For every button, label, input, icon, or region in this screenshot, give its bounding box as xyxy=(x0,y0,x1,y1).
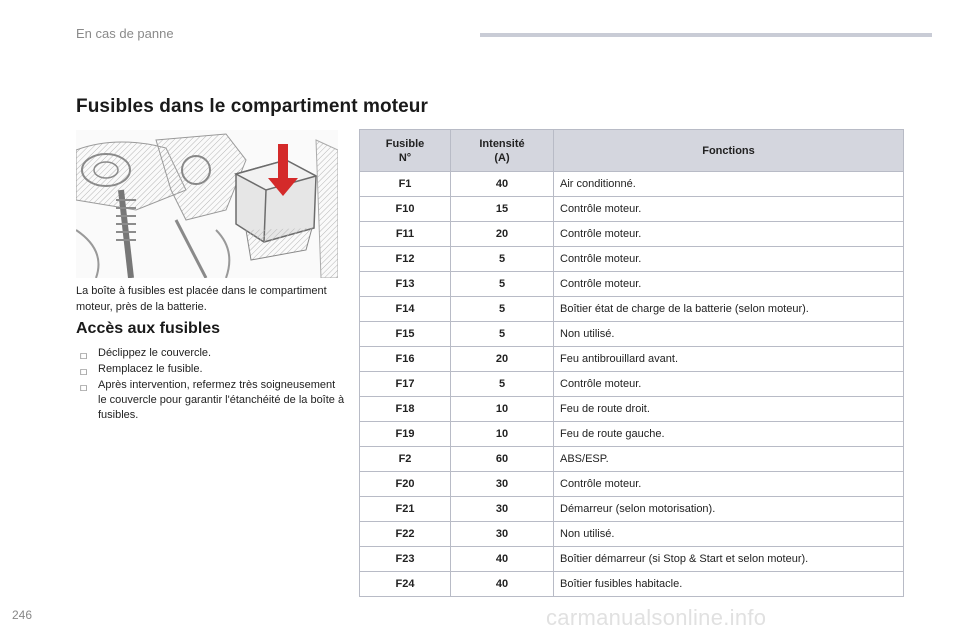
function-cell: Feu de route gauche. xyxy=(554,422,904,447)
table-row xyxy=(360,572,904,597)
function-cell: Contrôle moteur. xyxy=(554,372,904,397)
table-row xyxy=(360,547,904,572)
step-text: Remplacez le fusible. xyxy=(98,363,203,375)
intensity-cell: 30 xyxy=(451,497,554,522)
fuse-number-cell: F16 xyxy=(360,347,451,372)
fusebox-location-caption: La boîte à fusibles est placée dans le compartiment moteur, près de la batterie. xyxy=(76,285,327,313)
intensity-cell: 40 xyxy=(451,547,554,572)
intensity-cell: 5 xyxy=(451,297,554,322)
function-cell: Feu de route droit. xyxy=(554,397,904,422)
intensity-cell: 20 xyxy=(451,347,554,372)
function-cell: Boîtier fusibles habitacle. xyxy=(554,572,904,597)
fuse-number-cell: F24 xyxy=(360,572,451,597)
function-cell: Air conditionné. xyxy=(554,172,904,197)
fuse-number-cell: F20 xyxy=(360,472,451,497)
page-title: Fusibles dans le compartiment moteur xyxy=(76,96,429,117)
column-header-functions: Fonctions xyxy=(554,130,904,172)
header-accent-bar xyxy=(480,33,932,37)
fuse-number-cell: F18 xyxy=(360,397,451,422)
fuse-number-cell: F11 xyxy=(360,222,451,247)
function-cell: Contrôle moteur. xyxy=(554,222,904,247)
table-row xyxy=(360,272,904,297)
table-row xyxy=(360,522,904,547)
table-row xyxy=(360,247,904,272)
engine-illustration xyxy=(76,130,338,278)
checkbox-bullet-icon: ☐ xyxy=(80,384,88,393)
table-row xyxy=(360,322,904,347)
table-row xyxy=(360,172,904,197)
list-item xyxy=(76,362,346,377)
fuse-number-cell: F13 xyxy=(360,272,451,297)
function-cell: Boîtier état de charge de la batterie (selon moteur). xyxy=(554,297,904,322)
column-header-fuse: Fusible N° xyxy=(360,130,451,172)
fuse-number-cell: F17 xyxy=(360,372,451,397)
table-row xyxy=(360,497,904,522)
fuse-number-cell: F12 xyxy=(360,247,451,272)
fuse-number-cell: F23 xyxy=(360,547,451,572)
table-row xyxy=(360,397,904,422)
function-cell: Feu antibrouillard avant. xyxy=(554,347,904,372)
intensity-cell: 20 xyxy=(451,222,554,247)
table-row xyxy=(360,222,904,247)
fuse-number-cell: F1 xyxy=(360,172,451,197)
fuse-number-cell: F15 xyxy=(360,322,451,347)
fuse-access-steps xyxy=(76,346,346,424)
function-cell: Contrôle moteur. xyxy=(554,472,904,497)
function-cell: Contrôle moteur. xyxy=(554,272,904,297)
fuse-access-heading: Accès aux fusibles xyxy=(76,320,221,337)
step-text: Après intervention, refermez très soigneusement le couvercle pour garantir l'étanchéité de la boîte à fusibles. xyxy=(98,379,345,421)
function-cell: Contrôle moteur. xyxy=(554,247,904,272)
fuse-number-cell: F2 xyxy=(360,447,451,472)
function-cell: Démarreur (selon motorisation). xyxy=(554,497,904,522)
table-row xyxy=(360,447,904,472)
section-header: En cas de panne xyxy=(76,26,174,41)
fuse-number-cell: F14 xyxy=(360,297,451,322)
fuse-number-cell: F10 xyxy=(360,197,451,222)
fuse-number-cell: F19 xyxy=(360,422,451,447)
fuse-table xyxy=(359,129,904,597)
function-cell: Contrôle moteur. xyxy=(554,197,904,222)
intensity-cell: 10 xyxy=(451,422,554,447)
engine-fusebox-photo xyxy=(76,130,338,278)
intensity-cell: 5 xyxy=(451,272,554,297)
column-header-intensity: Intensité (A) xyxy=(451,130,554,172)
table-row xyxy=(360,422,904,447)
table-row xyxy=(360,347,904,372)
intensity-cell: 40 xyxy=(451,572,554,597)
checkbox-bullet-icon: ☐ xyxy=(80,368,88,377)
intensity-cell: 5 xyxy=(451,372,554,397)
function-cell: Boîtier démarreur (si Stop & Start et selon moteur). xyxy=(554,547,904,572)
intensity-cell: 5 xyxy=(451,322,554,347)
page-number: 246 xyxy=(12,608,33,622)
list-item xyxy=(76,346,346,361)
table-row xyxy=(360,297,904,322)
intensity-cell: 15 xyxy=(451,197,554,222)
intensity-cell: 30 xyxy=(451,472,554,497)
table-row xyxy=(360,372,904,397)
intensity-cell: 10 xyxy=(451,397,554,422)
intensity-cell: 30 xyxy=(451,522,554,547)
step-text: Déclippez le couvercle. xyxy=(98,347,212,359)
function-cell: Non utilisé. xyxy=(554,322,904,347)
intensity-cell: 5 xyxy=(451,247,554,272)
table-row xyxy=(360,472,904,497)
function-cell: Non utilisé. xyxy=(554,522,904,547)
table-header-row xyxy=(360,130,904,172)
list-item xyxy=(76,378,346,423)
table-row xyxy=(360,197,904,222)
function-cell: ABS/ESP. xyxy=(554,447,904,472)
checkbox-bullet-icon: ☐ xyxy=(80,352,88,361)
watermark: carmanualsonline.info xyxy=(546,605,767,630)
intensity-cell: 40 xyxy=(451,172,554,197)
intensity-cell: 60 xyxy=(451,447,554,472)
fuse-number-cell: F21 xyxy=(360,497,451,522)
fuse-number-cell: F22 xyxy=(360,522,451,547)
